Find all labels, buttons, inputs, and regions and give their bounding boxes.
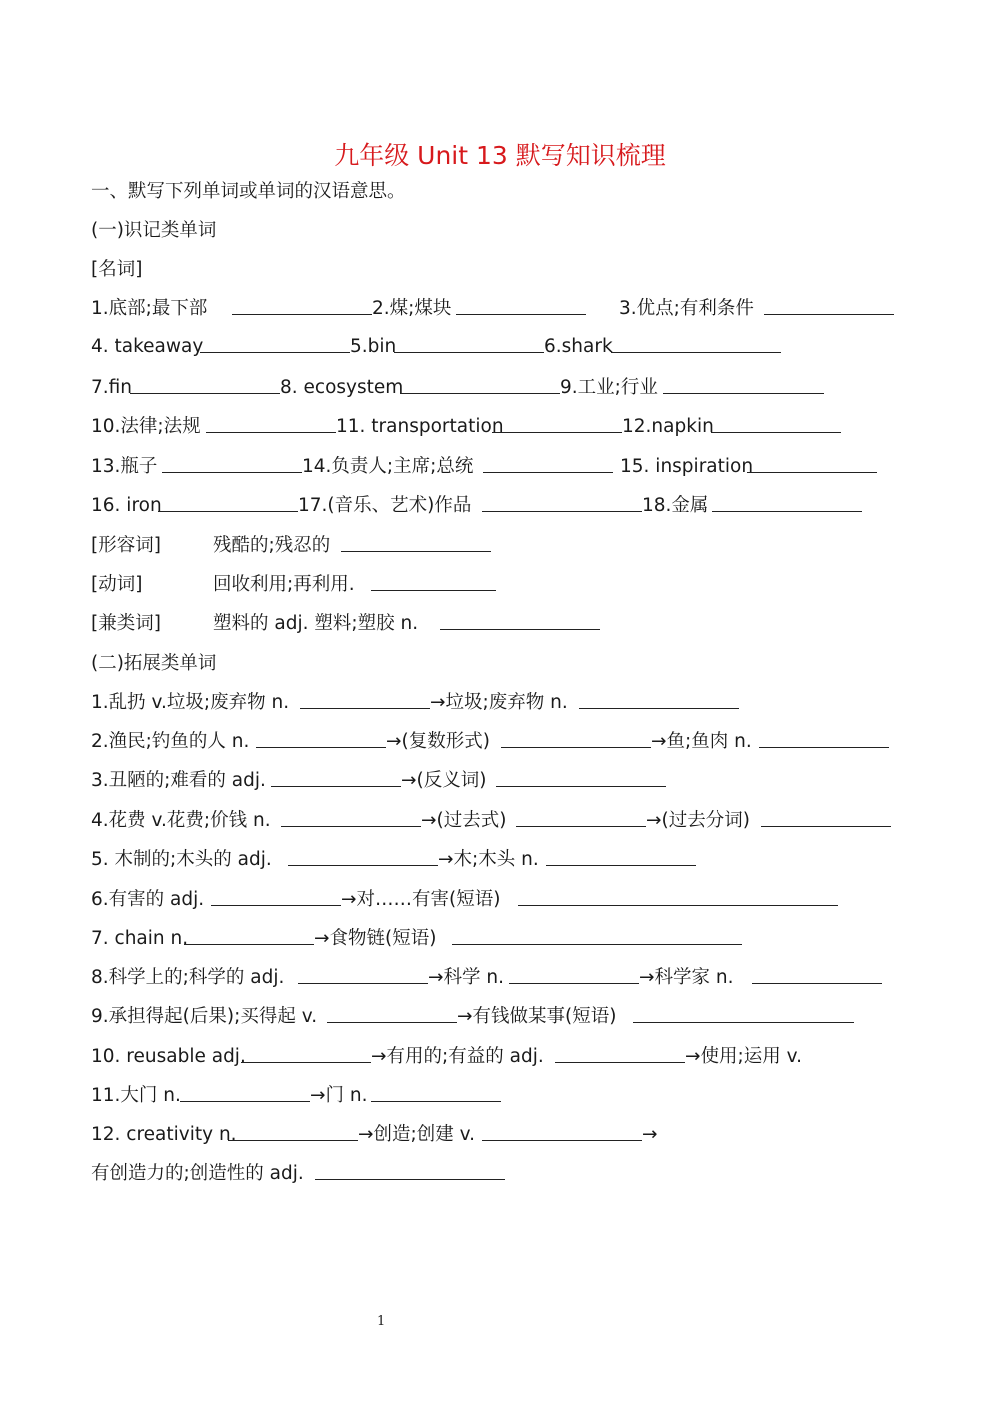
answer-blank[interactable]	[315, 1162, 505, 1180]
answer-blank[interactable]	[394, 335, 544, 353]
prompt: 7.fin	[91, 377, 133, 398]
answer-blank[interactable]	[747, 455, 877, 473]
prompt: 12.napkin	[622, 416, 714, 437]
prompt: 7. chain n.	[91, 928, 189, 949]
answer-blank[interactable]	[271, 769, 401, 787]
prompt: 6.shark	[544, 336, 613, 357]
answer-blank[interactable]	[518, 888, 838, 906]
answer-blank[interactable]	[162, 455, 302, 473]
prompt: 14.负责人;主席;总统	[302, 456, 474, 477]
prompt: 3.优点;有利条件	[619, 298, 754, 319]
prompt: 1.乱扔 v.垃圾;废弃物 n.	[91, 692, 290, 713]
answer-blank[interactable]	[298, 966, 428, 984]
answer-blank[interactable]	[400, 376, 560, 394]
prompt: 有创造力的;创造性的 adj.	[91, 1163, 304, 1184]
answer-blank[interactable]	[759, 730, 889, 748]
instruction: 一、默写下列单词或单词的汉语意思。	[91, 181, 406, 202]
prompt: →鱼;鱼肉 n.	[651, 731, 752, 752]
answer-blank[interactable]	[288, 848, 438, 866]
page-number: 1	[377, 1314, 386, 1329]
prompt: →有用的;有益的 adj.	[371, 1046, 544, 1067]
prompt: 12. creativity n.	[91, 1124, 237, 1145]
prompt: 残酷的;残忍的	[213, 535, 331, 556]
answer-blank[interactable]	[256, 730, 386, 748]
answer-blank[interactable]	[752, 966, 882, 984]
prompt: 5. 木制的;木头的 adj.	[91, 849, 272, 870]
prompt: →(过去分词)	[646, 810, 750, 831]
prompt: 15. inspiration	[620, 456, 754, 477]
prompt: 回收利用;再利用.	[213, 574, 355, 595]
prompt: 8.科学上的;科学的 adj.	[91, 967, 285, 988]
prompt: →对……有害(短语)	[341, 889, 501, 910]
answer-blank[interactable]	[496, 769, 666, 787]
prompt: 8. ecosystem	[280, 377, 404, 398]
answer-blank[interactable]	[482, 1123, 642, 1141]
nouns-label: [名词]	[91, 259, 143, 280]
answer-blank[interactable]	[440, 612, 600, 630]
prompt: 4. takeaway	[91, 336, 204, 357]
answer-blank[interactable]	[130, 376, 280, 394]
answer-blank[interactable]	[663, 376, 824, 394]
answer-blank[interactable]	[711, 415, 841, 433]
prompt: 10. reusable adj.	[91, 1046, 246, 1067]
prompt: 10.法律;法规	[91, 416, 201, 437]
answer-blank[interactable]	[482, 494, 642, 512]
prompt: 11. transportation	[336, 416, 504, 437]
prompt: 6.有害的 adj.	[91, 889, 205, 910]
prompt: 11.大门 n.	[91, 1085, 181, 1106]
answer-blank[interactable]	[452, 927, 742, 945]
answer-blank[interactable]	[712, 494, 862, 512]
answer-blank[interactable]	[206, 415, 336, 433]
answer-blank[interactable]	[509, 966, 639, 984]
answer-blank[interactable]	[483, 455, 613, 473]
prompt: 9.工业;行业	[560, 377, 658, 398]
prompt: 塑料的 adj. 塑料;塑胶 n.	[213, 613, 419, 634]
answer-blank[interactable]	[764, 297, 894, 315]
answer-blank[interactable]	[516, 809, 646, 827]
answer-blank[interactable]	[546, 848, 696, 866]
answer-blank[interactable]	[241, 1045, 371, 1063]
category-label: [兼类词]	[91, 613, 161, 634]
section-heading: (一)识记类单词	[91, 220, 217, 241]
prompt: →科学 n.	[428, 967, 504, 988]
answer-blank[interactable]	[327, 1005, 457, 1023]
prompt: 16. iron	[91, 495, 162, 516]
section-heading: (二)拓展类单词	[91, 653, 217, 674]
answer-blank[interactable]	[232, 297, 372, 315]
prompt: →门 n.	[310, 1085, 368, 1106]
category-label: [动词]	[91, 574, 143, 595]
prompt: 5.bin	[350, 336, 397, 357]
answer-blank[interactable]	[579, 691, 739, 709]
prompt: 9.承担得起(后果);买得起 v.	[91, 1006, 318, 1027]
answer-blank[interactable]	[371, 573, 496, 591]
prompt: 2.渔民;钓鱼的人 n.	[91, 731, 250, 752]
prompt: →科学家 n.	[639, 967, 734, 988]
prompt: 17.(音乐、艺术)作品	[298, 495, 472, 516]
answer-blank[interactable]	[456, 297, 586, 315]
prompt: →创造;创建 v.	[358, 1124, 476, 1145]
prompt: 3.丑陋的;难看的 adj.	[91, 770, 266, 791]
category-label: [形容词]	[91, 535, 161, 556]
answer-blank[interactable]	[611, 335, 781, 353]
prompt: →	[642, 1124, 658, 1145]
answer-blank[interactable]	[555, 1045, 685, 1063]
answer-blank[interactable]	[211, 888, 341, 906]
prompt: →(复数形式)	[386, 731, 490, 752]
prompt: →食物链(短语)	[314, 928, 437, 949]
answer-blank[interactable]	[371, 1084, 501, 1102]
prompt: →木;木头 n.	[438, 849, 539, 870]
prompt: 18.金属	[642, 495, 709, 516]
prompt: 1.底部;最下部	[91, 298, 208, 319]
prompt: 4.花费 v.花费;价钱 n.	[91, 810, 271, 831]
answer-blank[interactable]	[761, 809, 891, 827]
answer-blank[interactable]	[228, 1123, 358, 1141]
answer-blank[interactable]	[300, 691, 430, 709]
page-title: 九年级 Unit 13 默写知识梳理	[334, 141, 666, 170]
answer-blank[interactable]	[158, 494, 298, 512]
answer-blank[interactable]	[341, 534, 491, 552]
answer-blank[interactable]	[492, 415, 622, 433]
answer-blank[interactable]	[501, 730, 651, 748]
prompt: →垃圾;废弃物 n.	[430, 692, 568, 713]
answer-blank[interactable]	[184, 927, 314, 945]
prompt: →有钱做某事(短语)	[457, 1006, 617, 1027]
answer-blank[interactable]	[281, 809, 421, 827]
prompt: 2.煤;煤块	[372, 298, 452, 319]
answer-blank[interactable]	[180, 1084, 310, 1102]
prompt: →使用;运用 v.	[685, 1046, 803, 1067]
answer-blank[interactable]	[200, 335, 350, 353]
answer-blank[interactable]	[633, 1005, 854, 1023]
prompt: →(反义词)	[401, 770, 487, 791]
prompt: 13.瓶子	[91, 456, 158, 477]
prompt: →(过去式)	[421, 810, 507, 831]
